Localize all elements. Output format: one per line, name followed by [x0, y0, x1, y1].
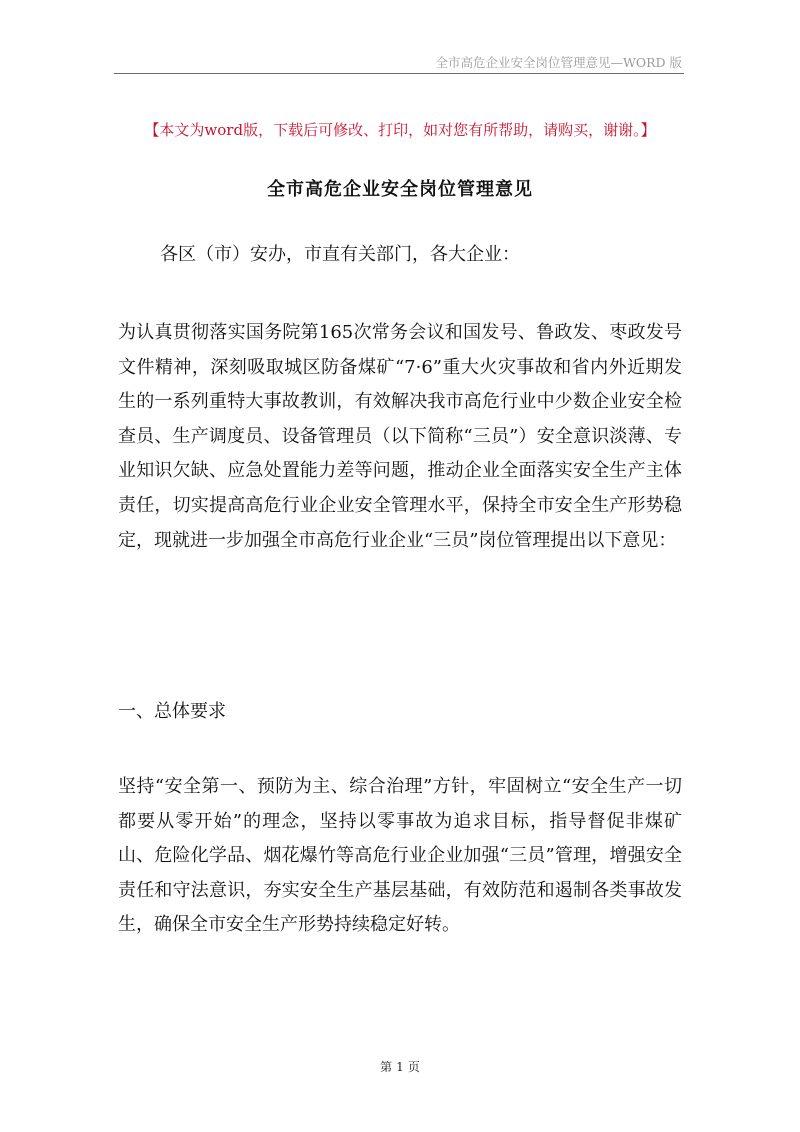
salutation: 各区（市）安办，市直有关部门，各大企业： — [160, 244, 520, 265]
page-prefix: 第 — [380, 1060, 393, 1074]
page-footer — [0, 1058, 800, 1075]
running-header: 全市高危企业安全岗位管理意见—WORD 版 — [435, 55, 682, 70]
general-requirements-paragraph: 坚持“安全第一、预防为主、综合治理”方针，牢固树立“安全生产一切都要从零开始”的理念，坚持以零事故为追求目标，指导督促非煤矿山、危险化学品、烟花爆竹等高危行业企业加强“三员”管理，增强安全责任和守法意识，夯实安全生产基层基础，有效防范和遏制各类事故发生，确保全市安全生产形势持续稳定好转。 — [118, 776, 682, 936]
page-suffix: 页 — [407, 1060, 420, 1074]
header-divider — [114, 73, 684, 74]
page-number: 1 — [396, 1060, 404, 1074]
section-heading-general-requirements: 一、总体要求 — [118, 701, 226, 722]
intro-paragraph: 为认真贯彻落实国务院第165次常务会议和国发号、鲁政发、枣政发号文件精神，深刻吸取城区防备煤矿“7·6”重大火灾事故和省内外近期发生的一系列重特大事故教训，有效解决我市高危行业中少数企业安全检查员、生产调度员、设备管理员（以下简称“三员”）安全意识淡薄、专业知识欠缺、应急处置能力差等问题，推动企业全面落实安全生产主体责任，切实提高高危行业企业安全管理水平，保持全市安全生产形势稳定，现就进一步加强全市高危行业企业“三员”岗位管理提出以下意见： — [118, 322, 682, 551]
purchase-notice: 【本文为word版，下载后可修改、打印，如对您有所帮助，请购买，谢谢。】 — [144, 121, 656, 139]
document-title: 全市高危企业安全岗位管理意见 — [267, 179, 533, 200]
